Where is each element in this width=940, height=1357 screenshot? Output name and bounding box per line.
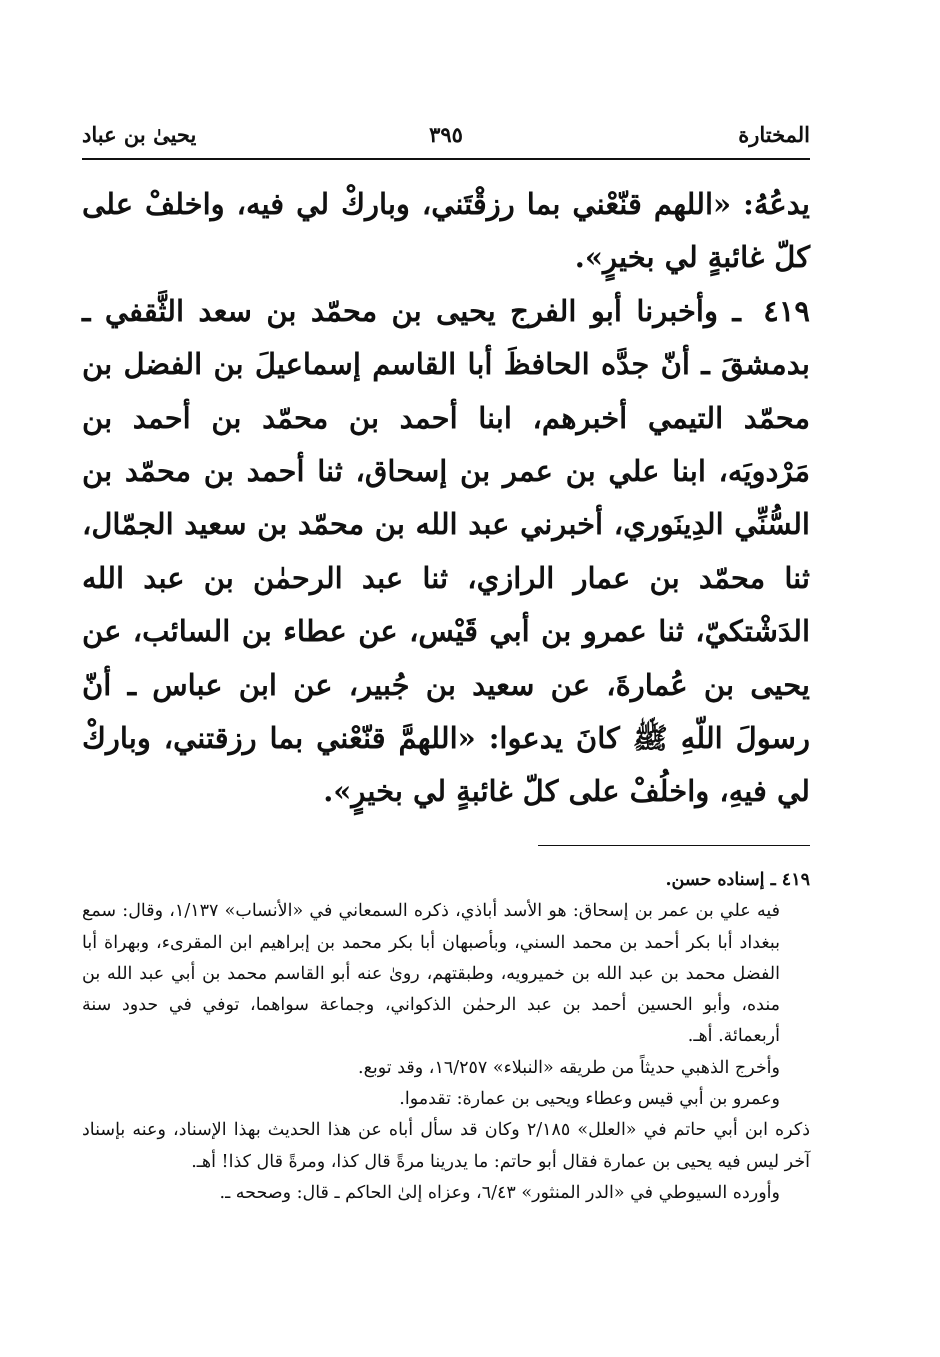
book-title: المختارة <box>738 122 810 147</box>
footnotes <box>82 865 810 1209</box>
footnote-paragraph: فيه علي بن عمر بن إسحاق: هو الأسد أباذي، ذكره السمعاني في «الأنساب» ١/١٣٧، وقال: سمع ببغداد أبا بكر أحمد بن محمد السني، وبأصبهان أبا بكر محمد بن إبراهيم ابن المقرىء، وبهراة أبا الفضل محمد بن عبد الله بن خميرويه، وطبقتهم، روىٰ عنه أبو القاسم محمد بن أبي عبد الله بن منده، وأبو الحسين أحمد بن عبد الرحمٰن الذكواني، وجماعة سواهما، توفي في حدود سنة أربعمائة. أهـ. <box>82 901 780 1047</box>
hadith-number: ٤١٩ <box>763 293 810 328</box>
footnote-paragraph: وأخرج الذهبي حديثاً من طريقه «النبلاء» ١٦/٢٥٧، وقد توبع. <box>358 1057 780 1078</box>
footnote-heading: ٤١٩ ـ إسناده حسن. <box>665 870 810 890</box>
hadith-text: ـ وأخبرنا أبو الفرج يحيى بن محمّد بن سعد الثَّقفي ـ بدمشقَ ـ أنّ جدَّه الحافظَ أبا القاسم إسماعيلَ بن الفضل بن محمّد التيمي أخبرهم، ابنا أحمد بن محمّد بن أحمد بن مَرْدويَه، ابنا علي بن عمر بن إسحاق، ثنا أحمد بن محمّد بن السُّنِّي الدِينَوري، أخبرني عبد الله بن محمّد بن سعيد الجمّال، ثنا محمّد بن عمار الرازي، ثنا عبد الرحمٰن بن عبد الله الدَشْتكيّ، ثنا عمرو بن أبي قَيْس، عن عطاء بن السائب، عن يحيى بن عُمارةَ، عن سعيد بن جُبير، عن ابن عباس ـ أنّ رسولَ اللّهِ ﷺ كانَ يدعوا: «اللهمَّ قنّعْني بما رزقتني، وباركْ لي فيهِ، واخلُفْ على كلّ غائبةٍ لي بخيرٍ». <box>82 293 811 809</box>
footnote-paragraph: ذكره ابن أبي حاتم في «العلل» ٢/١٨٥ وكان قد سأل أباه عن هذا الحديث بهذا الإسناد، وعنه بإسناد آخر ليس فيه يحيى بن عمارة فقال أبو حاتم: ما يدرينا مرةً قال كذا، ومرةً قال كذا! أهـ. <box>82 1120 811 1172</box>
hadith-paragraph <box>82 285 810 819</box>
header-rule <box>82 158 810 160</box>
chapter-title: يحيىٰ بن عباد <box>82 122 197 147</box>
continuation-paragraph: يدعُهُ: «اللهم قنّعْني بما رزقْتَني، وباركْ لي فيه، واخلفْ على كلّ غائبةٍ لي بخيرٍ». <box>82 187 810 275</box>
footnote-rule <box>538 845 810 846</box>
footnote-paragraph: وأورده السيوطي في «الدر المنثور» ٦/٤٣، وعزاه إلىٰ الحاكم ـ قال: وصححه ـ. <box>219 1182 780 1203</box>
running-header <box>82 122 810 156</box>
main-text <box>82 178 810 819</box>
page-number: ٣٩٥ <box>429 122 463 147</box>
footnote-paragraph: وعمرو بن أبي قيس وعطاء ويحيى بن عمارة: تقدموا. <box>399 1089 780 1110</box>
